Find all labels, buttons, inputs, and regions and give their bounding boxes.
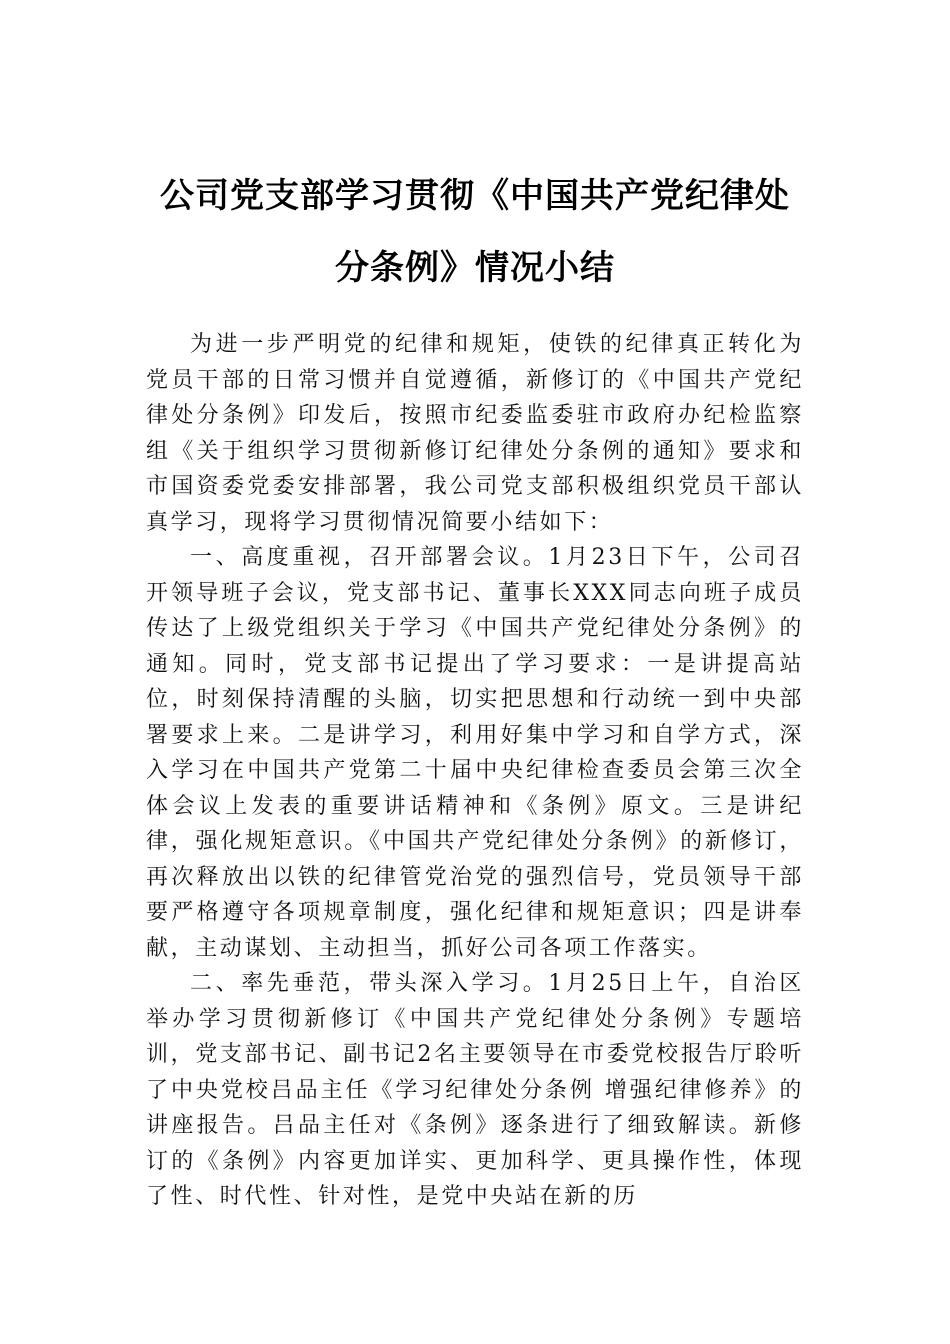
title-line-2: 分条例》情况小结 (335, 248, 615, 288)
paragraph-section-2: 二、率先垂范，带头深入学习。1月25日上午，自治区举办学习贯彻新修订《中国共产党纪律处分条例》专题培训，党支部书记、副书记2名主要领导在市委党校报告厅聆听了中央党校吕品主任《学习纪律处分条例 增强纪律修养》的讲座报告。吕品主任对《条例》逐条进行了细致解读。新修订的《条例》内容更加详实、更加科学、更具操作性，体现了性、时代性、针对性，是党中央站在新的历 (146, 971, 804, 1209)
title-line-1: 公司党支部学习贯彻《中国共产党纪律处 (160, 176, 790, 216)
document-title (140, 160, 810, 304)
document-body (146, 327, 804, 1215)
paragraph-intro: 为进一步严明党的纪律和规矩，使铁的纪律真正转化为党员干部的日常习惯并自觉遵循，新修订的《中国共产党纪律处分条例》印发后，按照市纪委监委驻市政府办纪检监察组《关于组织学习贯彻新修订纪律处分条例的通知》要求和市国资委党委安排部署，我公司党支部积极组织党员干部认真学习，现将学习贯彻情况简要小结如下： (146, 332, 804, 535)
paragraph-section-1: 一、高度重视，召开部署会议。1月23日下午，公司召开领导班子会议，党支部书记、董事长XXX同志向班子成员传达了上级党组织关于学习《中国共产党纪律处分条例》的通知。同时，党支部书记提出了学习要求：一是讲提高站位，时刻保持清醒的头脑，切实把思想和行动统一到中央部署要求上来。二是讲学习，利用好集中学习和自学方式，深入学习在中国共产党第二十届中央纪律检查委员会第三次全体会议上发表的重要讲话精神和《条例》原文。三是讲纪律，强化规矩意识。《中国共产党纪律处分条例》的新修订，再次释放出以铁的纪律管党治党的强烈信号，党员领导干部要严格遵守各项规章制度，强化纪律和规矩意识；四是讲奉献，主动谋划、主动担当，抓好公司各项工作落实。 (146, 545, 804, 961)
